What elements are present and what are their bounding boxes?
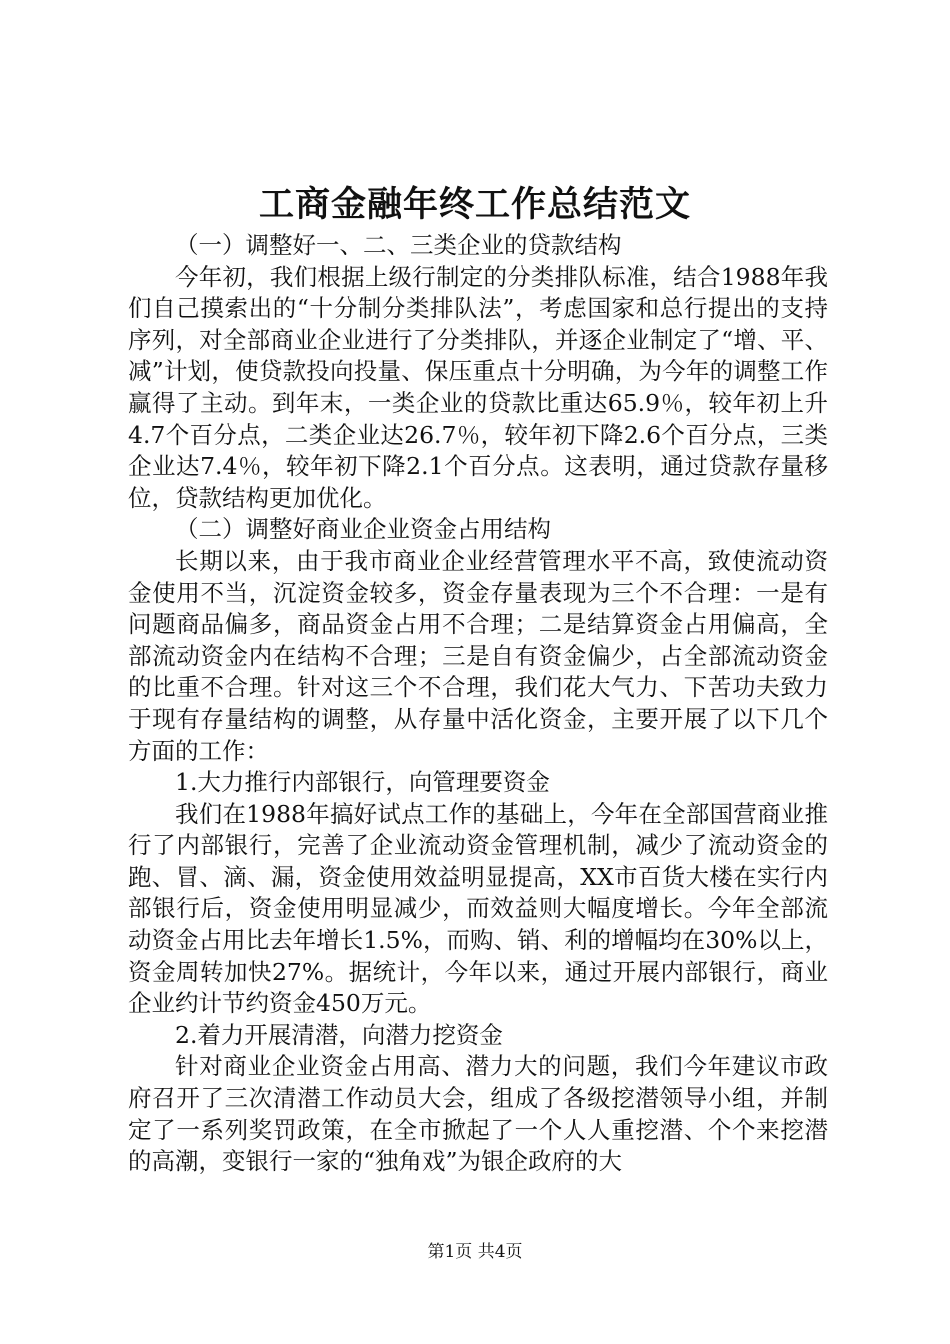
subsection-heading-1: 1.大力推行内部银行，向管理要资金 xyxy=(175,768,550,797)
page-footer: 第1页 共4页 xyxy=(427,1242,523,1262)
subsection-heading-2: 2.着力开展清潜，向潜力挖资金 xyxy=(175,1020,503,1049)
document-title: 工商金融年终工作总结范文 xyxy=(258,184,691,225)
document-body xyxy=(128,230,828,1178)
paragraph-2: 长期以来，由于我市商业企业经营管理水平不高，致使流动资金使用不当，沉淀资金较多，资金存量表现为三个不合理：一是有问题商品偏多，商品资金占用不合理；二是结算资金占用偏高，全部流动资金内在结构不合理；三是自有资金偏少，占全部流动资金的比重不合理。针对这三个不合理，我们花大气力、下苦功夫致力于现有存量结构的调整，从存量中活化资金，主要开展了以下几个方面的工作： xyxy=(128,546,828,765)
section-heading-2: （二）调整好商业企业资金占用结构 xyxy=(175,515,551,544)
paragraph-4: 针对商业企业资金占用高、潜力大的问题，我们今年建议市政府召开了三次清潜工作动员大会，组成了各级挖潜领导小组，并制定了一系列奖罚政策，在全市掀起了一个人人重挖潜、个个来挖潜的高潮，变银行一家的“独角戏”为银企政府的大 xyxy=(128,1052,828,1176)
paragraph-1: 今年初，我们根据上级行制定的分类排队标准，结合1988年我们自己摸索出的“十分制分类排队法”，考虑国家和总行提出的支持序列，对全部商业企业进行了分类排队，并逐企业制定了“增、平、减”计划，使贷款投向投量、保压重点十分明确，为今年的调整工作赢得了主动。到年末，一类企业的贷款比重达65.9％，较年初上升4.7个百分点，二类企业达26.7％，较年初下降2.6个百分点，三类企业达7.4％，较年初下降2.1个百分点。这表明，通过贷款存量移位，贷款结构更加优化。 xyxy=(128,262,828,512)
section-heading-1: （一）调整好一、二、三类企业的贷款结构 xyxy=(175,231,622,259)
paragraph-3: 我们在1988年搞好试点工作的基础上，今年在全部国营商业推行了内部银行，完善了企业流动资金管理机制，减少了流动资金的跑、冒、滴、漏，资金使用效益明显提高，XX市百货大楼在实行内部银行后，资金使用明显减少，而效益则大幅度增长。今年全部流动资金占用比去年增长1.5%，而购、销、利的增幅均在30%以上，资金周转加快27%。据统计，今年以来，通过开展内部银行，商业企业约计节约资金450万元。 xyxy=(128,799,828,1018)
